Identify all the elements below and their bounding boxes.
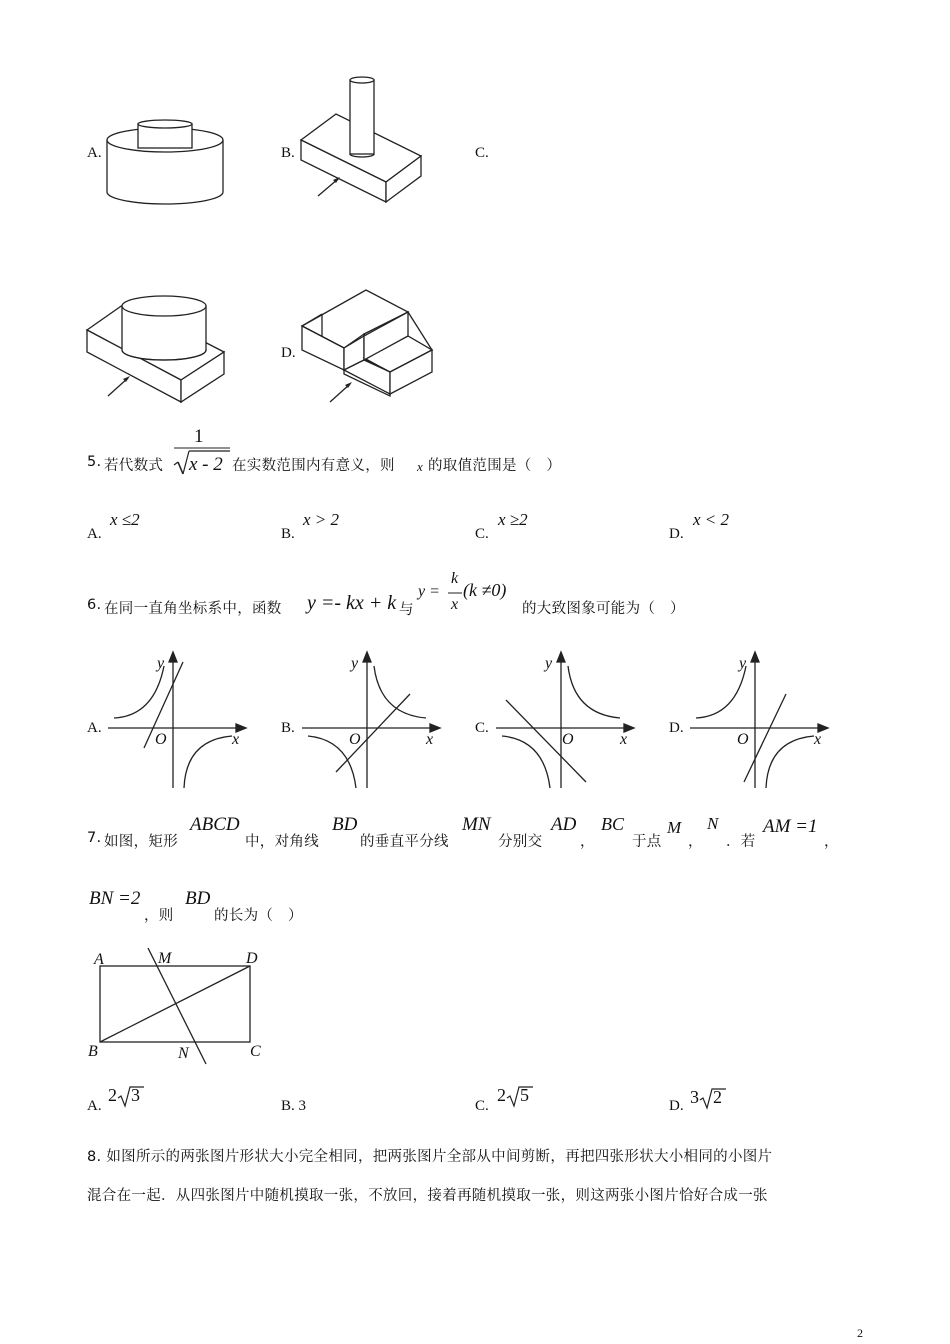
q7-comma3: ， [824, 834, 839, 850]
q5-option-c-label: C. [475, 526, 489, 542]
q6-func1: y =- kx + k [307, 592, 397, 614]
q5-option-b-label: B. [281, 526, 295, 542]
q6-graph-d-y: y [739, 655, 747, 672]
q4-option-d-label: D. [281, 345, 296, 361]
q6-graph-c [492, 648, 637, 793]
q4-solid-a [100, 118, 230, 208]
q4-option-a-label: A. [87, 145, 102, 161]
q5-option-a-expr: x ≤2 [110, 510, 140, 529]
q4-option-c-label: C. [475, 145, 489, 161]
q5-var: x [417, 459, 423, 474]
q7-t5: 于点 [632, 834, 662, 850]
q5-text-mid: 在实数范围内有意义，则 [232, 458, 395, 474]
q7-option-c-rad: 5 [520, 1085, 529, 1105]
q4-solid-b [298, 76, 428, 208]
q4-solid-d [298, 288, 438, 408]
q7-label-n: N [178, 1045, 189, 1062]
q7-option-d-coef: 3 [690, 1087, 699, 1107]
q6-number: 6. [87, 597, 102, 613]
q7-option-c-label: C. [475, 1098, 489, 1114]
q5-option-d-label: D. [669, 526, 684, 542]
q7-label-m: M [158, 950, 172, 967]
q5-frac-den-text: x - 2 [189, 454, 223, 475]
q6-text-mid: 与 [399, 602, 414, 618]
q6-graph-d-origin: O [737, 731, 749, 748]
q6-text-pre: 在同一直角坐标系中，函数 [104, 601, 282, 617]
q6-graph-c-y: y [545, 655, 553, 672]
q7-option-a-coef: 2 [108, 1085, 117, 1105]
q6-graph-c-x: x [620, 731, 628, 748]
q6-graph-a-x: x [232, 731, 240, 748]
q6-func2-cond: (k ≠0) [463, 580, 507, 600]
q5-option-b-expr: x > 2 [303, 510, 340, 529]
q7-option-d-label: D. [669, 1098, 684, 1114]
q5-frac-num: 1 [194, 426, 204, 447]
q5-number: 5. [87, 454, 102, 470]
q7-abcd: ABCD [190, 814, 240, 835]
q6-graph-b-origin: O [349, 731, 361, 748]
q6-func2-lhs: y = [418, 583, 440, 600]
q7-option-a-rad: 3 [131, 1085, 140, 1105]
q8-line1: 8. 如图所示的两张图片形状大小完全相同，把两张图片全部从中间剪断，再把四张形状大小相同的小图片 [87, 1149, 773, 1165]
q7-t2: 中，对角线 [245, 834, 319, 850]
q7-number: 7. [87, 830, 102, 846]
q6-graph-a-label: A. [87, 720, 102, 736]
q4-solid-c [84, 290, 234, 408]
page-number: 2 [857, 1326, 863, 1340]
q7-option-b: B. 3 [281, 1098, 307, 1114]
q7-option-d-rad: 2 [713, 1087, 722, 1107]
q6-graph-d-x: x [814, 731, 822, 748]
q8-line2: 混合在一起．从四张图片中随机摸取一张，不放回，接着再随机摸取一张，则这两张小图片恰好合成一张 [87, 1188, 768, 1204]
q7-am: AM =1 [763, 816, 818, 837]
q6-graph-a [104, 648, 249, 793]
q7-t3: 的垂直平分线 [360, 834, 449, 850]
q5-text-post: 的取值范围是（ ） [428, 458, 562, 474]
q6-text-post: 的大致图象可能为（ ） [522, 601, 685, 617]
q6-func2-num: k [451, 570, 459, 587]
q7-comma2: ， [688, 834, 703, 850]
q7-bc: BC [601, 814, 625, 834]
q5-frac-den [189, 454, 223, 476]
q7-label-a: A [94, 951, 104, 968]
q7-m: M [667, 818, 682, 837]
q5-option-a-label: A. [87, 526, 102, 542]
q4-option-b-label: B. [281, 145, 295, 161]
q7-t8: 的长为（ ） [214, 908, 303, 924]
q7-bd2: BD [185, 888, 211, 909]
q5-option-d-expr: x < 2 [693, 510, 730, 529]
q7-comma1: ， [580, 834, 595, 850]
q6-fraction-bar [448, 592, 462, 594]
q6-graph-b-label: B. [281, 720, 295, 736]
q6-graph-a-y: y [157, 655, 165, 672]
q7-option-c-coef: 2 [497, 1085, 506, 1105]
q7-t6: ．若 [726, 834, 756, 850]
q6-func2-den: x [451, 596, 459, 613]
q7-ad: AD [551, 814, 577, 835]
q6-graph-b [298, 648, 443, 793]
q6-graph-d-label: D. [669, 720, 684, 736]
q6-graph-d [686, 648, 831, 793]
q6-graph-a-origin: O [155, 731, 167, 748]
q6-graph-b-x: x [426, 731, 434, 748]
q7-n: N [707, 814, 719, 833]
q7-bn: BN =2 [89, 888, 141, 909]
q6-graph-c-origin: O [562, 731, 574, 748]
q7-t1: 如图，矩形 [104, 834, 178, 850]
q7-mn: MN [462, 814, 491, 835]
q7-label-d: D [246, 950, 258, 967]
q7-bd: BD [332, 814, 358, 835]
q7-option-a-label: A. [87, 1098, 102, 1114]
q7-label-b: B [88, 1043, 98, 1060]
q7-t4: 分别交 [498, 834, 543, 850]
q7-rectangle-figure [86, 944, 276, 1069]
q7-t7: ，则 [144, 908, 174, 924]
q6-graph-c-label: C. [475, 720, 489, 736]
q5-text-pre: 若代数式 [104, 458, 164, 474]
q6-graph-b-y: y [351, 655, 359, 672]
q5-option-c-expr: x ≥2 [498, 510, 528, 529]
q7-label-c: C [250, 1043, 261, 1060]
